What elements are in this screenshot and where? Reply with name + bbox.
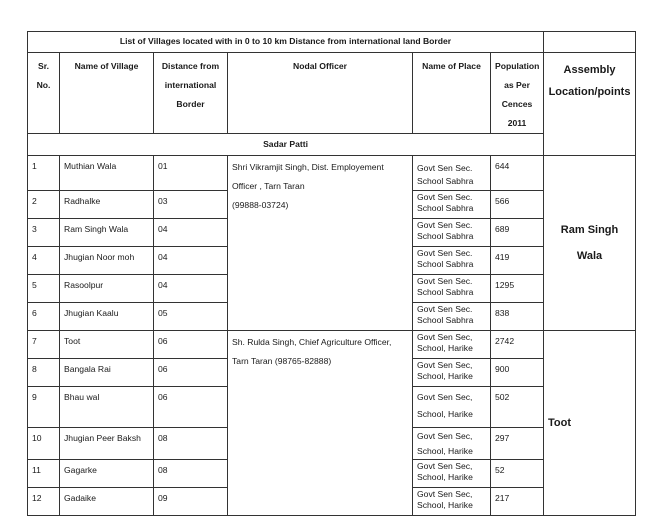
row-10-place (413, 428, 491, 460)
assembly-1-line-1: Ram Singh (560, 224, 619, 236)
row-7-village: Toot (60, 331, 154, 359)
row-8-place-line-1: Govt Sen Sec, (417, 360, 473, 370)
row-10-sr: 10 (28, 428, 60, 460)
row-7-place-line-1: Govt Sen Sec, (417, 332, 473, 342)
assembly-1-line-2: Wala (576, 250, 603, 262)
assembly-group-2: Toot (544, 331, 636, 516)
officer-1-line-1: Shri Vikramjit Singh, Dist. Employement (232, 162, 384, 172)
header-officer: Nodal Officer (228, 53, 413, 134)
row-1-place-line-1: Govt Sen Sec. (417, 163, 473, 173)
row-5-population: 1295 (491, 275, 544, 303)
row-1-place-line-2: School Sabhra (417, 176, 474, 186)
row-1-place (413, 156, 491, 191)
row-8-population: 900 (491, 359, 544, 387)
row-9-place (413, 387, 491, 428)
row-5-place (413, 275, 491, 303)
row-8-distance: 06 (154, 359, 228, 387)
row-4-village: Jhugian Noor moh (60, 247, 154, 275)
row-9-place-line-2: School, Harike (417, 409, 473, 419)
row-4-population: 419 (491, 247, 544, 275)
row-12-distance: 09 (154, 488, 228, 516)
row-2-place-line-2: School Sabhra (417, 203, 474, 213)
row-7-distance: 06 (154, 331, 228, 359)
row-5-place-line-2: School Sabhra (417, 287, 474, 297)
row-3-sr: 3 (28, 219, 60, 247)
row-11-place-line-2: School, Harike (417, 472, 473, 482)
row-8-place (413, 359, 491, 387)
row-2-place-line-1: Govt Sen Sec. (417, 192, 473, 202)
row-8-sr: 8 (28, 359, 60, 387)
row-11-village: Gagarke (60, 460, 154, 488)
row-11-sr: 11 (28, 460, 60, 488)
row-3-village: Ram Singh Wala (60, 219, 154, 247)
row-5-distance: 04 (154, 275, 228, 303)
village-table (27, 31, 636, 516)
row-3-place-line-1: Govt Sen Sec. (417, 220, 473, 230)
header-assembly: Assembly Location/points (544, 53, 636, 156)
header-population: Population as Per Cences 2011 (491, 53, 544, 134)
row-6-distance: 05 (154, 303, 228, 331)
row-4-sr: 4 (28, 247, 60, 275)
row-3-distance: 04 (154, 219, 228, 247)
row-4-distance: 04 (154, 247, 228, 275)
row-12-sr: 12 (28, 488, 60, 516)
officer-2-line-1: Sh. Rulda Singh, Chief Agriculture Officer, (232, 337, 392, 347)
row-9-place-line-1: Govt Sen Sec, (417, 392, 473, 402)
row-4-place-line-2: School Sabhra (417, 259, 474, 269)
row-7-place (413, 331, 491, 359)
row-8-village: Bangala Rai (60, 359, 154, 387)
nodal-officer-group-1 (228, 156, 413, 331)
row-3-place (413, 219, 491, 247)
row-12-place (413, 488, 491, 516)
row-12-population: 217 (491, 488, 544, 516)
row-11-distance: 08 (154, 460, 228, 488)
row-1-sr: 1 (28, 156, 60, 191)
row-3-place-line-2: School Sabhra (417, 231, 474, 241)
row-3-population: 689 (491, 219, 544, 247)
nodal-officer-group-2 (228, 331, 413, 516)
row-2-population: 566 (491, 191, 544, 219)
row-2-sr: 2 (28, 191, 60, 219)
row-10-place-line-2: School, Harike (417, 446, 473, 456)
row-6-sr: 6 (28, 303, 60, 331)
row-12-place-line-1: Govt Sen Sec, (417, 489, 473, 499)
row-7-population: 2742 (491, 331, 544, 359)
row-10-village: Jhugian Peer Baksh (60, 428, 154, 460)
officer-1-line-3: (99888-03724) (232, 200, 289, 210)
row-2-village: Radhalke (60, 191, 154, 219)
table-title: List of Villages located with in 0 to 10 km Distance from international land Border (28, 32, 544, 53)
header-sr: Sr. No. (28, 53, 60, 134)
row-11-population: 52 (491, 460, 544, 488)
row-8-place-line-2: School, Harike (417, 371, 473, 381)
header-village: Name of Village (60, 53, 154, 134)
row-11-place (413, 460, 491, 488)
row-6-population: 838 (491, 303, 544, 331)
row-10-distance: 08 (154, 428, 228, 460)
row-1-population: 644 (491, 156, 544, 191)
row-9-distance: 06 (154, 387, 228, 428)
row-9-village: Bhau wal (60, 387, 154, 428)
row-6-place (413, 303, 491, 331)
row-4-place (413, 247, 491, 275)
row-6-place-line-1: Govt Sen Sec. (417, 304, 473, 314)
row-7-place-line-2: School, Harike (417, 343, 473, 353)
title-blank-cell (544, 32, 636, 53)
header-distance: Distance from international Border (154, 53, 228, 134)
assembly-group-1 (544, 156, 636, 331)
row-10-place-line-1: Govt Sen Sec, (417, 431, 473, 441)
row-1-distance: 01 (154, 156, 228, 191)
row-1-village: Muthian Wala (60, 156, 154, 191)
row-7-sr: 7 (28, 331, 60, 359)
officer-1-line-2: Officer , Tarn Taran (232, 181, 305, 191)
row-9-population: 502 (491, 387, 544, 428)
row-10-population: 297 (491, 428, 544, 460)
section-title: Sadar Patti (28, 134, 544, 156)
row-5-place-line-1: Govt Sen Sec. (417, 276, 473, 286)
row-12-place-line-2: School, Harike (417, 500, 473, 510)
row-5-sr: 5 (28, 275, 60, 303)
row-4-place-line-1: Govt Sen Sec. (417, 248, 473, 258)
row-6-place-line-2: School Sabhra (417, 315, 474, 325)
row-5-village: Rasoolpur (60, 275, 154, 303)
officer-2-line-2: Tarn Taran (98765-82888) (232, 356, 332, 366)
row-12-village: Gadaike (60, 488, 154, 516)
row-11-place-line-1: Govt Sen Sec, (417, 461, 473, 471)
row-9-sr: 9 (28, 387, 60, 428)
row-2-place (413, 191, 491, 219)
header-place: Name of Place (413, 53, 491, 134)
row-6-village: Jhugian Kaalu (60, 303, 154, 331)
row-2-distance: 03 (154, 191, 228, 219)
